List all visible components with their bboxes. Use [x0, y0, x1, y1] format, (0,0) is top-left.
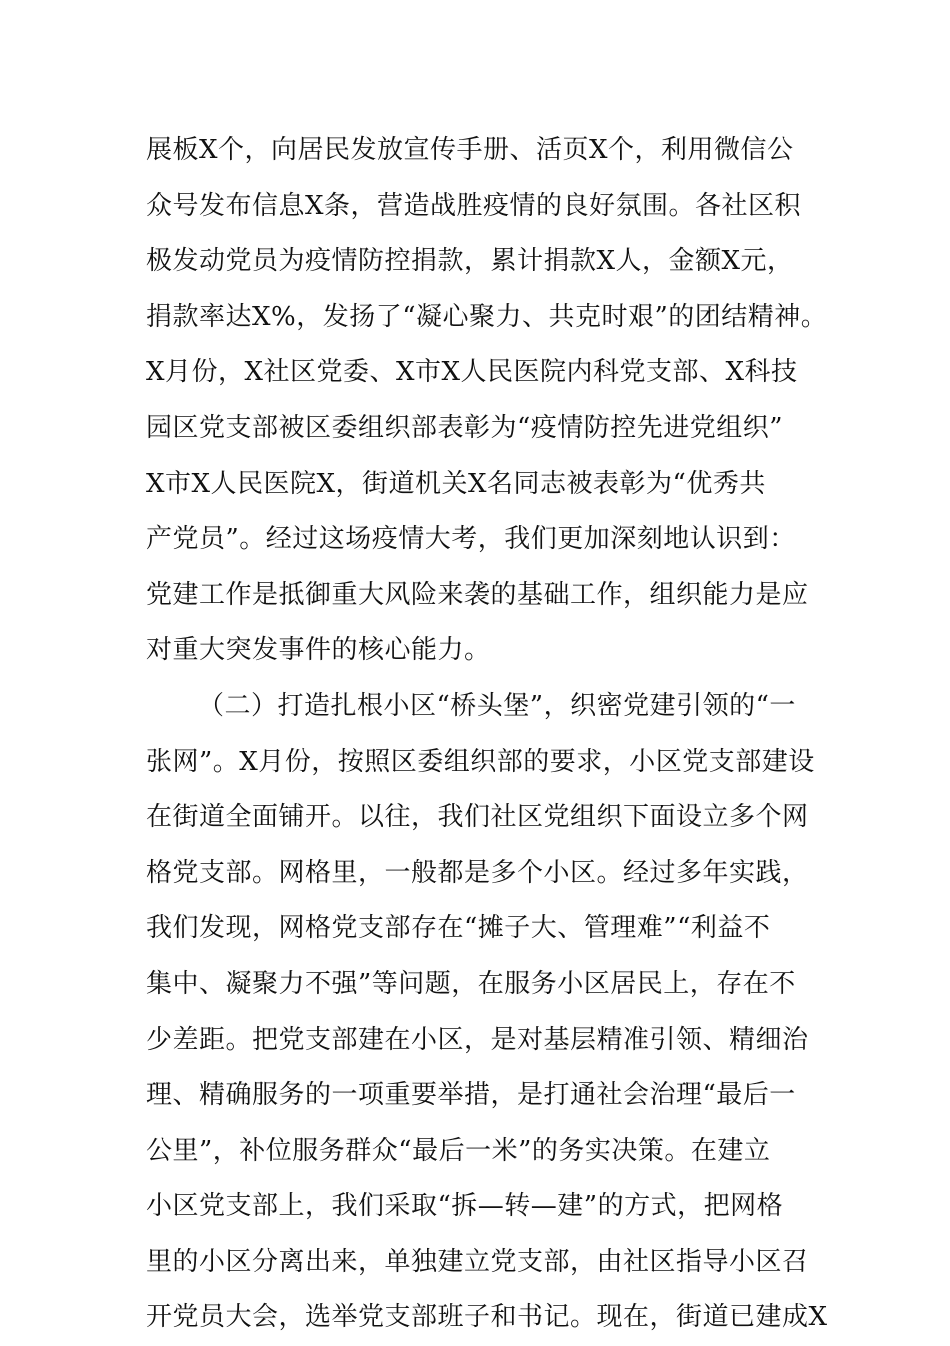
body-text — [146, 123, 846, 1346]
text-line: 开党员大会，选举党支部班子和书记。现在，街道已建成X — [146, 1302, 828, 1333]
text-line: 党建工作是抵御重大风险来袭的基础工作，组织能力是应 — [146, 579, 809, 610]
text-line: 众号发布信息X条，营造战胜疫情的良好氛围。各社区积 — [146, 190, 802, 221]
text-line: X月份，X社区党委、X市X人民医院内科党支部、X科技 — [146, 357, 798, 388]
text-line: 展板X个，向居民发放宣传手册、活页X个，利用微信公 — [146, 135, 794, 165]
text-line: 公里”，补位服务群众“最后一米”的务实决策。在建立 — [146, 1135, 771, 1166]
text-line: 捐款率达X%，发扬了“凝心聚力、共克时艰”的团结精神。 — [146, 301, 828, 332]
text-line: 少差距。把党支部建在小区，是对基层精准引领、精细治 — [146, 1024, 809, 1055]
text-line: 集中、凝聚力不强”等问题，在服务小区居民上，存在不 — [146, 968, 796, 999]
section-heading-line: （二）打造扎根小区“桥头堡”，织密党建引领的“一 — [198, 690, 796, 721]
text-line: 理、精确服务的一项重要举措，是打通社会治理“最后一 — [146, 1080, 796, 1111]
text-line: 极发动党员为疫情防控捐款，累计捐款X人，金额X元， — [146, 246, 794, 277]
text-line: 我们发现，网格党支部存在“摊子大、管理难”“利益不 — [146, 913, 771, 944]
text-line: 产党员”。经过这场疫情大考，我们更加深刻地认识到： — [146, 524, 796, 555]
text-line: X市X人民医院X，街道机关X名同志被表彰为“优秀共 — [146, 468, 766, 499]
text-line: 在街道全面铺开。以往，我们社区党组织下面设立多个网 — [146, 802, 809, 833]
text-line: 格党支部。网格里，一般都是多个小区。经过多年实践， — [146, 857, 809, 888]
text-line: 里的小区分离出来，单独建立党支部，由社区指导小区召 — [146, 1246, 809, 1277]
text-line: 张网”。X月份，按照区委组织部的要求，小区党支部建设 — [146, 746, 815, 777]
text-line: 对重大突发事件的核心能力。 — [146, 635, 491, 666]
text-line: 小区党支部上，我们采取“拆—转—建”的方式，把网格 — [146, 1191, 784, 1222]
text-line: 园区党支部被区委组织部表彰为“疫情防控先进党组织” — [146, 412, 784, 443]
